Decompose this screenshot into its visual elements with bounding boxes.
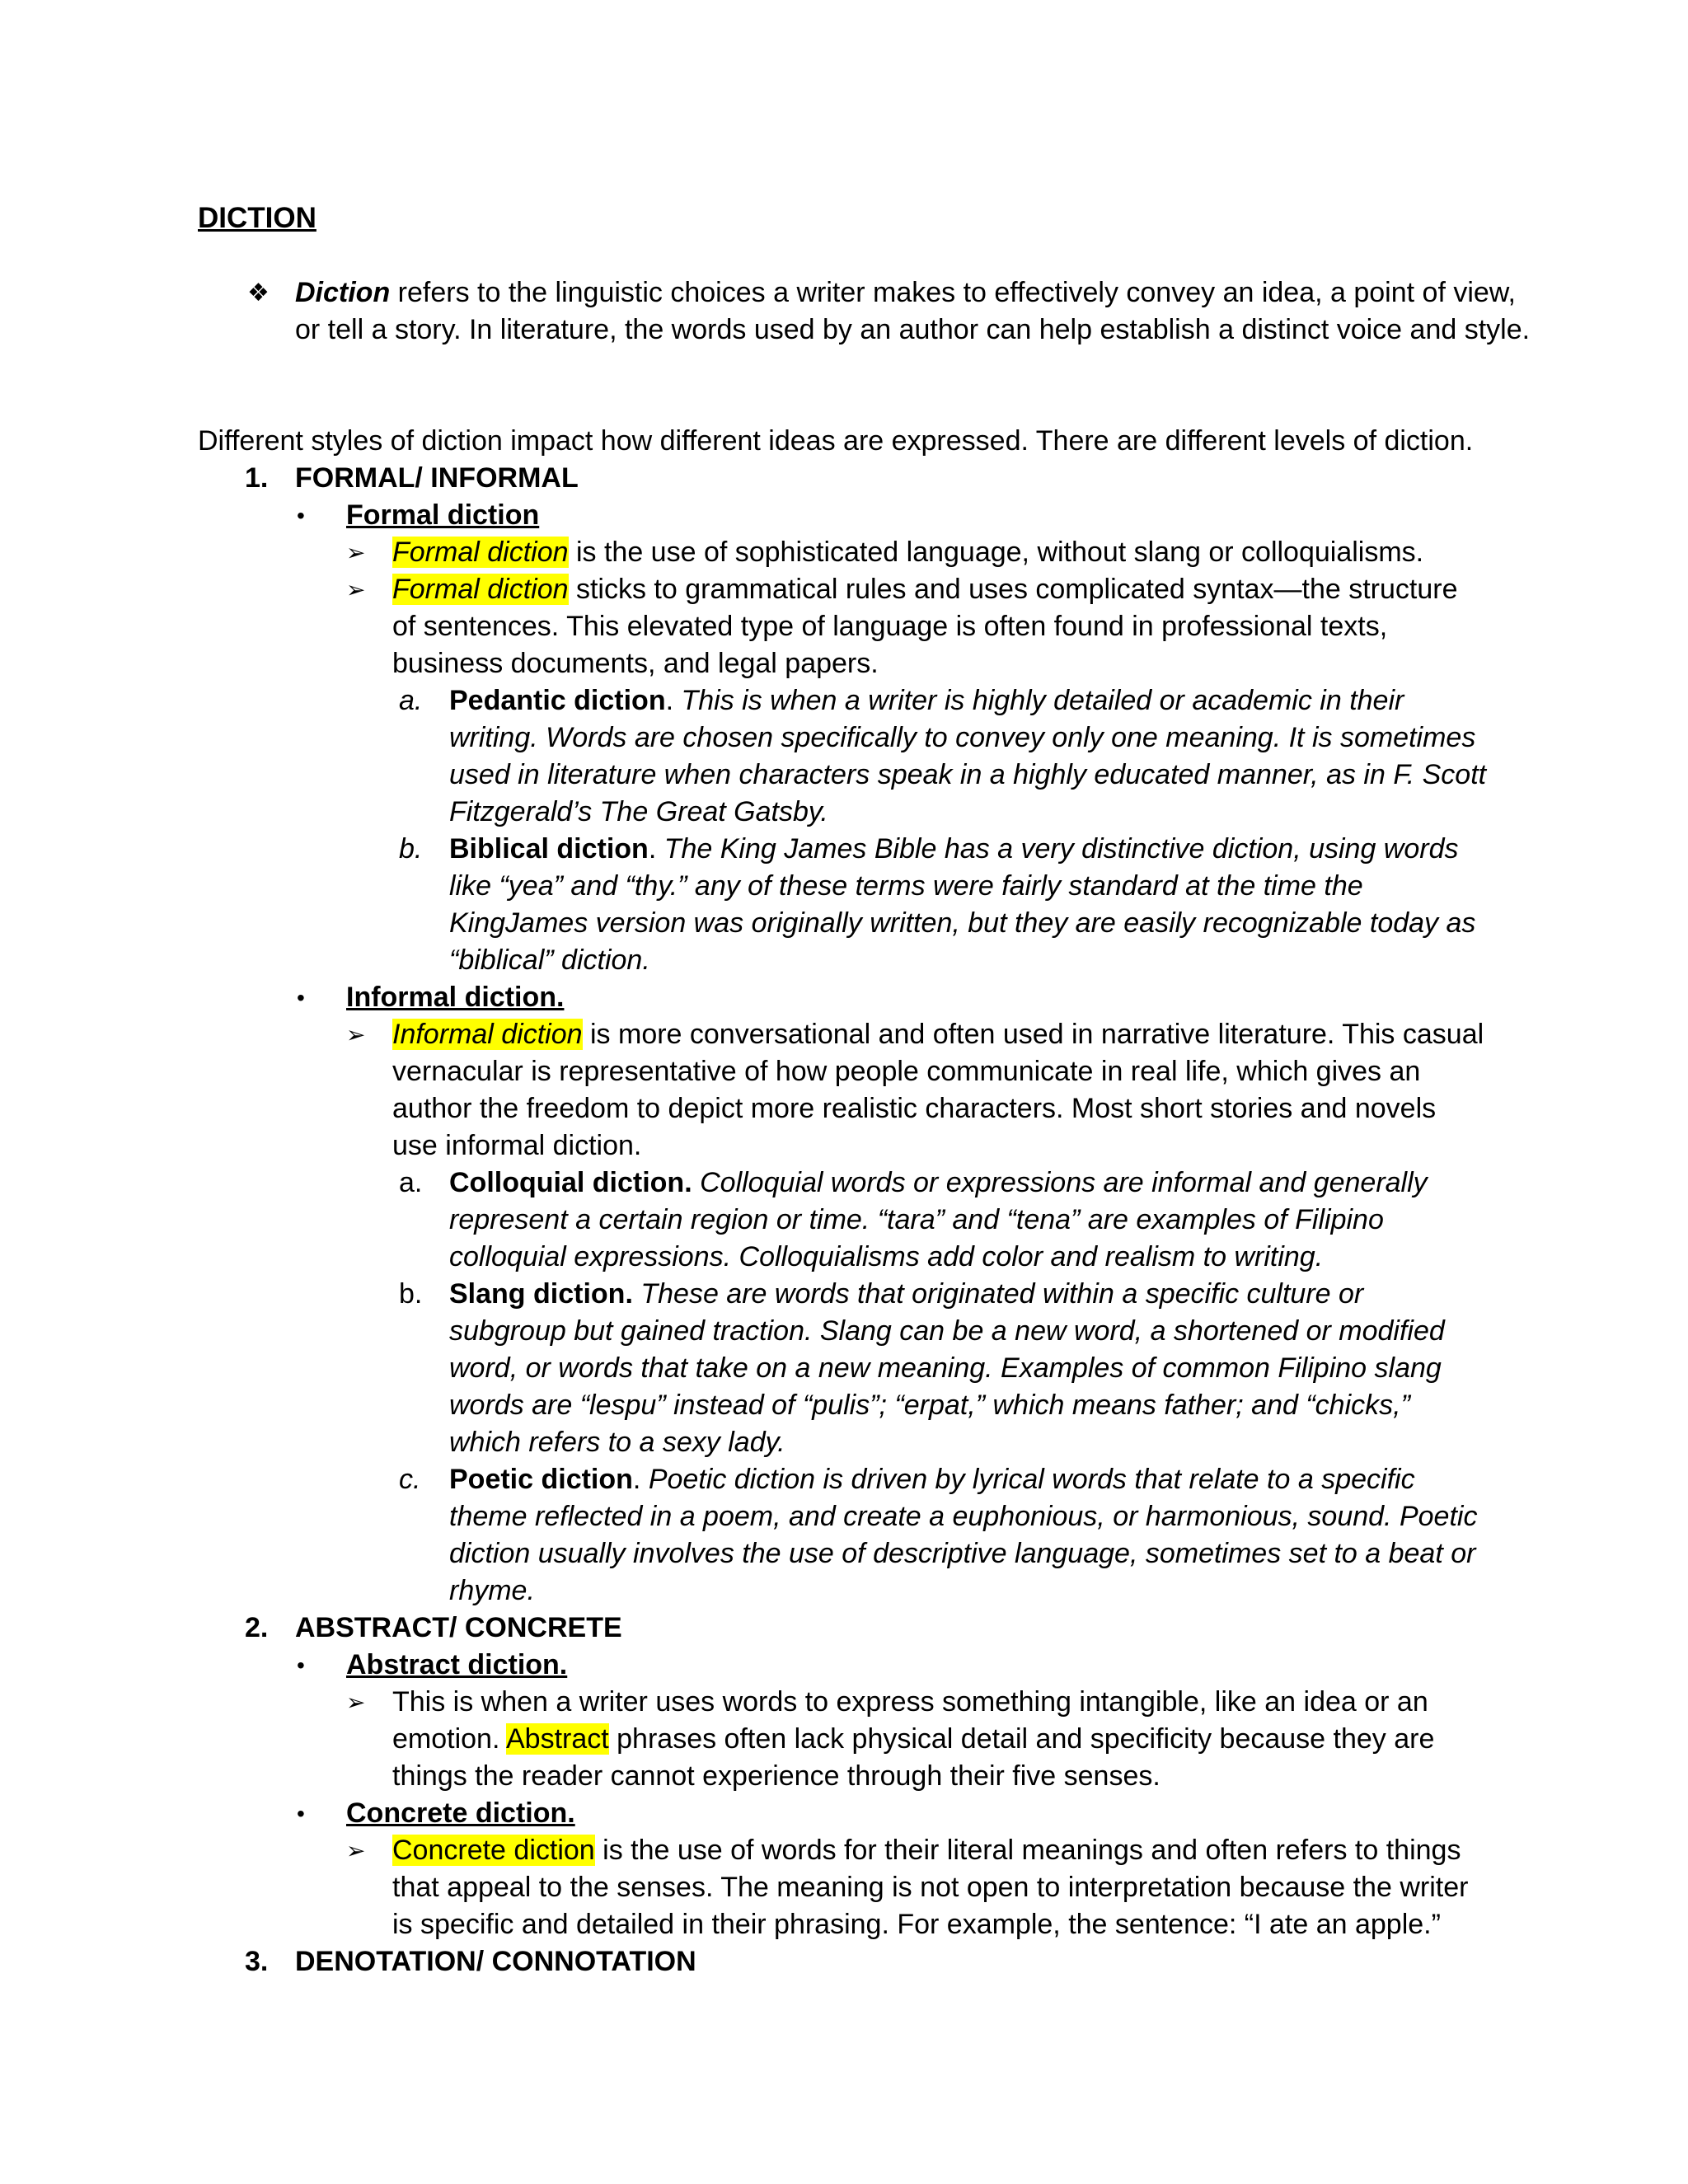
point-text: is the use of words for their literal meanings and often refers to things that appeal to the senses. The meaning is not open to interpretation because the writer is specific and detailed in their phrasing. For example, the sentence: “I ate an apple.” [392,1835,1469,1940]
item-label: Pedantic diction [449,685,666,716]
section-number: 3. [245,1946,269,1977]
round-bullet-icon: • [297,985,305,1010]
point-text: This is when a writer uses words to express something intangible, like an idea or an emotion. [392,1686,1428,1755]
section-title: FORMAL/ INFORMAL [295,462,579,494]
list-item-pedantic: a. Pedantic diction. This is when a writer is highly detailed or academic in their writing. Words are chosen specifically to convey only one meaning. It is sometimes used in literature when characters speak in a highly educated manner, as in F. Scott Fitzgerald’s The Great Gatsby. [0,682,1688,831]
page-title: DICTION [198,202,316,234]
section-heading-1 [0,460,1688,497]
item-letter: b. [399,1278,423,1310]
round-bullet-icon: • [297,1801,305,1826]
arrow-bullet-icon: ➢ [346,1690,366,1715]
section-number: 2. [245,1612,269,1643]
definition-body: refers to the linguistic choices a writer makes to effectively convey an idea, a point of view, or tell a story. In literature, the words used by an author can help establish a distinct voice and style. [295,277,1531,345]
item-letter: c. [399,1464,421,1495]
definition-term: Diction [295,277,391,308]
arrow-bullet-icon: ➢ [346,540,366,565]
list-item-biblical: b. Biblical diction. The King James Bible has a very distinctive diction, using words like “yea” and “thy.” any of these terms were fairly standard at the time the KingJames version was originally written, but they are easily recognizable today as “biblical” diction. [0,831,1688,979]
item-letter: a. [399,1167,423,1198]
highlighted-term: Formal diction [392,537,569,568]
list-item-poetic: c. Poetic diction. Poetic diction is driven by lyrical words that relate to a specific theme reflected in a poem, and create a euphonious, or harmonious, sound. Poetic diction usually involves the use of descriptive language, sometimes set to a beat or rhyme. [0,1461,1688,1610]
item-text: Poetic diction is driven by lyrical words that relate to a specific theme reflected in a poem, and create a euphonious, or harmonious, sound. Poetic diction usually involves the use of descriptive language, sometimes set to a beat or rhyme. [449,1464,1478,1606]
item-text: These are words that originated within a specific culture or subgroup but gained traction. Slang can be a new word, a shortened or modified word, or words that take on a new meaning. Examples of common Filipino slang words are “lespu” instead of “pulis”; “erpat,” which means father; and “chicks,” which refers to a sexy lady. [449,1278,1445,1458]
definition-text [295,274,1531,349]
item-text: Colloquial words or expressions are informal and generally represent a certain region or time. “tara” and “tena” are examples of Filipino colloquial expressions. Colloquialisms add color and realism to writing. [449,1167,1428,1272]
subheading-formal [0,497,1688,534]
section-heading-2 [0,1610,1688,1647]
highlighted-term: Abstract [505,1723,609,1755]
item-letter: b. [399,833,423,865]
subheading-concrete [0,1795,1688,1832]
item-label: Slang diction. [449,1278,633,1310]
item-label: Biblical diction [449,833,649,865]
subheading-abstract [0,1647,1688,1684]
subheading-text: Concrete diction. [346,1797,575,1829]
item-letter: a. [399,685,423,716]
arrow-bullet-icon: ➢ [346,577,366,602]
point-text: is more conversational and often used in narrative literature. This casual vernacular is representative of how people communicate in real life, which gives an author the freedom to depict more realistic characters. Most short stories and novels use informal diction. [392,1019,1484,1161]
subheading-informal [0,979,1688,1016]
subheading-text: Formal diction [346,499,540,531]
highlighted-term: Formal diction [392,574,569,605]
point-text: is the use of sophisticated language, without slang or colloquialisms. [568,537,1424,568]
formal-point-2 [0,571,1688,682]
abstract-point [0,1684,1688,1795]
section-title: ABSTRACT/ CONCRETE [295,1612,622,1643]
point-text: sticks to grammatical rules and uses complicated syntax—the structure of sentences. This elevated type of language is often found in professional texts, business documents, and legal papers. [392,574,1458,679]
list-item-slang [0,1276,1688,1461]
list-item-colloquial [0,1165,1688,1276]
diction-levels-list [0,460,1688,1980]
concrete-point [0,1832,1688,1943]
subheading-text: Abstract diction. [346,1649,568,1680]
diamond-bullet-icon: ❖ [247,279,270,307]
formal-point-1 [0,534,1688,571]
section-number: 1. [245,462,269,494]
informal-point-1 [0,1016,1688,1165]
section-heading-3 [0,1943,1688,1980]
item-label: Poetic diction [449,1464,633,1495]
arrow-bullet-icon: ➢ [346,1022,366,1047]
point-text: phrases often lack physical detail and specificity because they are things the reader cannot experience through their five senses. [392,1723,1435,1792]
intro-paragraph: Different styles of diction impact how different ideas are expressed. There are different levels of diction. [198,425,1474,457]
item-label: Colloquial diction. [449,1167,692,1198]
item-text: The King James Bible has a very distinctive diction, using words like “yea” and “thy.” any of these terms were fairly standard at the time the KingJames version was originally written, but they are easily recognizable today as “biblical” diction. [449,833,1476,976]
subheading-text: Informal diction. [346,982,565,1013]
arrow-bullet-icon: ➢ [346,1838,366,1863]
round-bullet-icon: • [297,503,305,528]
round-bullet-icon: • [297,1652,305,1678]
highlighted-term: Concrete diction [392,1835,595,1866]
section-title: DENOTATION/ CONNOTATION [295,1946,696,1977]
item-text: This is when a writer is highly detailed or academic in their writing. Words are chosen specifically to convey only one meaning. It is sometimes used in literature when characters speak in a highly educated manner, as in F. Scott Fitzgerald’s The Great Gatsby. [449,685,1487,827]
highlighted-term: Informal diction [392,1019,583,1050]
